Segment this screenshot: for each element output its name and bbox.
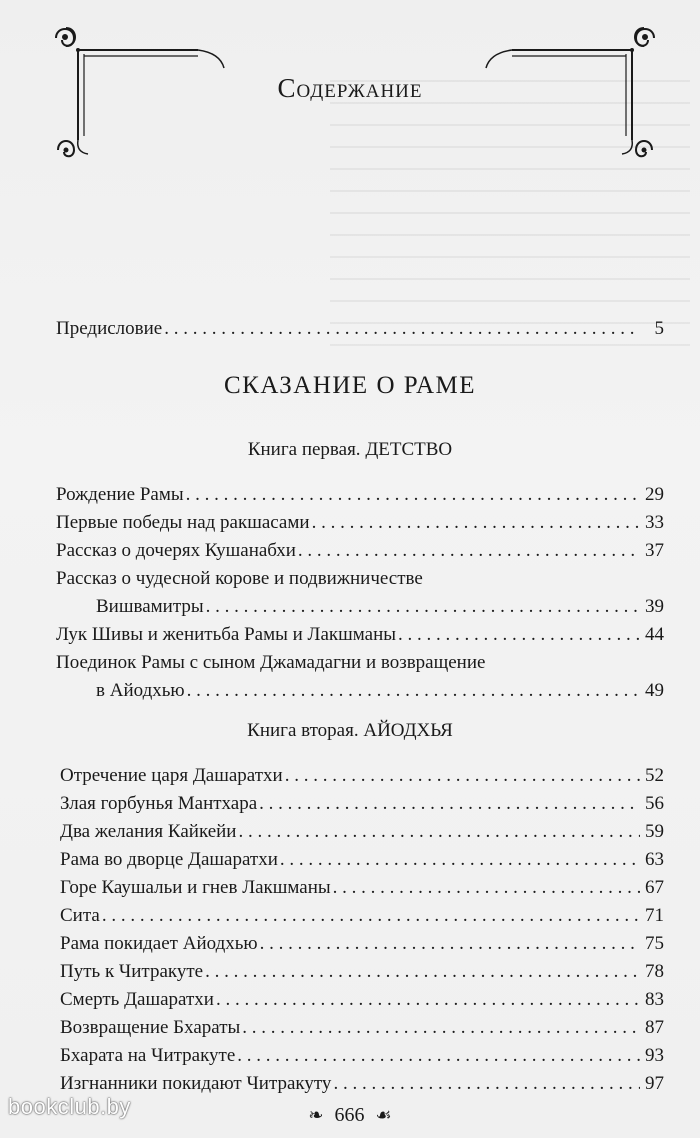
footer-left-ornament-icon: ❧ xyxy=(308,1105,324,1125)
book-title-prefix: Книга вторая. xyxy=(247,720,359,741)
toc-page-number: 49 xyxy=(645,680,664,701)
leader-dots xyxy=(398,624,640,646)
toc-entry[interactable] xyxy=(56,484,664,506)
toc-entry[interactable] xyxy=(56,512,664,534)
toc-entry-label: Бхарата на Читракуте xyxy=(60,1045,236,1066)
leader-dots xyxy=(260,933,640,955)
toc-page-number: 87 xyxy=(645,1017,664,1038)
toc-entry-label: Путь к Читракуте xyxy=(60,961,204,982)
toc-entry[interactable] xyxy=(60,905,664,927)
toc-entry-label: Рождение Рамы xyxy=(56,484,184,505)
toc-entry[interactable] xyxy=(56,540,664,562)
leader-dots xyxy=(206,596,640,618)
toc-entry-label: Вишвамитры xyxy=(96,596,204,617)
toc-page-number: 97 xyxy=(645,1073,664,1094)
leader-dots xyxy=(216,989,640,1011)
toc-page-number: 78 xyxy=(645,961,664,982)
toc-page-number: 37 xyxy=(645,540,664,561)
toc-entry[interactable] xyxy=(96,680,664,702)
toc-entry-label: Лук Шивы и женитьба Рамы и Лакшманы xyxy=(56,624,396,645)
toc-entry[interactable] xyxy=(60,877,664,899)
book-title-name: ДЕТСТВО xyxy=(365,439,453,460)
leader-dots xyxy=(280,849,640,871)
toc-page-number: 93 xyxy=(645,1045,664,1066)
toc-entry-label: Изгнанники покидают Читракуту xyxy=(60,1073,332,1094)
footer-right-ornament-icon: ☙ xyxy=(375,1105,392,1125)
toc-page-number: 67 xyxy=(645,877,664,898)
toc-entry-label: Два желания Кайкейи xyxy=(60,821,237,842)
toc-entry-label: в Айодхью xyxy=(96,680,185,701)
toc-entry-first-line[interactable]: Поединок Рамы с сыном Джамадагни и возвращение xyxy=(56,652,486,673)
toc-entry-label: Сита xyxy=(60,905,100,926)
toc-entry[interactable] xyxy=(60,961,664,983)
toc-entry-label: Смерть Дашаратхи xyxy=(60,989,214,1010)
toc-entry[interactable] xyxy=(60,933,664,955)
toc-entry-preface[interactable] xyxy=(56,318,664,340)
toc-page-number: 75 xyxy=(645,933,664,954)
leader-dots xyxy=(164,318,640,340)
leader-dots xyxy=(187,680,640,702)
toc-page-number: 52 xyxy=(645,765,664,786)
book-title xyxy=(0,439,700,461)
toc-entry[interactable] xyxy=(60,1017,664,1039)
toc-page-number: 63 xyxy=(645,849,664,870)
footer-page-number: 666 xyxy=(334,1104,365,1126)
toc-entry-first-line[interactable]: Рассказ о чудесной корове и подвижничестве xyxy=(56,568,423,589)
leader-dots xyxy=(186,484,640,506)
toc-page-number: 33 xyxy=(645,512,664,533)
toc-page-number: 59 xyxy=(645,821,664,842)
leader-dots xyxy=(238,821,640,843)
book-title-name: АЙОДХЬЯ xyxy=(363,720,453,741)
toc-page-number: 39 xyxy=(645,596,664,617)
toc-entry[interactable] xyxy=(60,793,664,815)
leader-dots xyxy=(333,877,640,899)
toc-entry[interactable] xyxy=(56,624,664,646)
toc-entry[interactable] xyxy=(96,596,664,618)
toc-entry-label: Отречение царя Дашаратхи xyxy=(60,765,283,786)
book-title-prefix: Книга первая. xyxy=(247,439,361,460)
toc-entry-label: Рассказ о дочерях Кушанабхи xyxy=(56,540,296,561)
toc-page-number: 83 xyxy=(645,989,664,1010)
toc-entry[interactable] xyxy=(60,1045,664,1067)
leader-dots xyxy=(312,512,640,534)
toc-page-number: 29 xyxy=(645,484,664,505)
leader-dots xyxy=(333,1073,640,1095)
book-title xyxy=(0,720,700,742)
watermark-logo: bookclub.by xyxy=(8,1094,131,1119)
toc-entry[interactable] xyxy=(60,765,664,787)
toc-entry[interactable] xyxy=(60,821,664,843)
toc-entry[interactable] xyxy=(60,849,664,871)
toc-entry-label: Злая горбунья Мантхара xyxy=(60,793,258,814)
toc-page-number: 5 xyxy=(654,318,664,339)
leader-dots xyxy=(242,1017,640,1039)
toc-entry-label: Рама во дворце Дашаратхи xyxy=(60,849,278,870)
leader-dots xyxy=(285,765,640,787)
page-title: Содержание xyxy=(277,73,423,103)
toc-entry-label: Горе Каушальи и гнев Лакшманы xyxy=(60,877,331,898)
toc-entry[interactable] xyxy=(60,989,664,1011)
toc-page-number: 44 xyxy=(645,624,664,645)
toc-page-number: 56 xyxy=(645,793,664,814)
toc-entry-label: Первые победы над ракшасами xyxy=(56,512,310,533)
toc-entry-label: Рама покидает Айодхью xyxy=(60,933,258,954)
leader-dots xyxy=(259,793,640,815)
toc-entry-label: Возвращение Бхараты xyxy=(60,1017,241,1038)
toc-entry[interactable] xyxy=(60,1073,664,1095)
toc-entry-label: Предисловие xyxy=(56,318,163,339)
leader-dots xyxy=(102,905,640,927)
leader-dots xyxy=(205,961,640,983)
toc-page-number: 71 xyxy=(645,905,664,926)
leader-dots xyxy=(237,1045,640,1067)
part-title: СКАЗАНИЕ О РАМЕ xyxy=(223,372,477,399)
leader-dots xyxy=(298,540,640,562)
